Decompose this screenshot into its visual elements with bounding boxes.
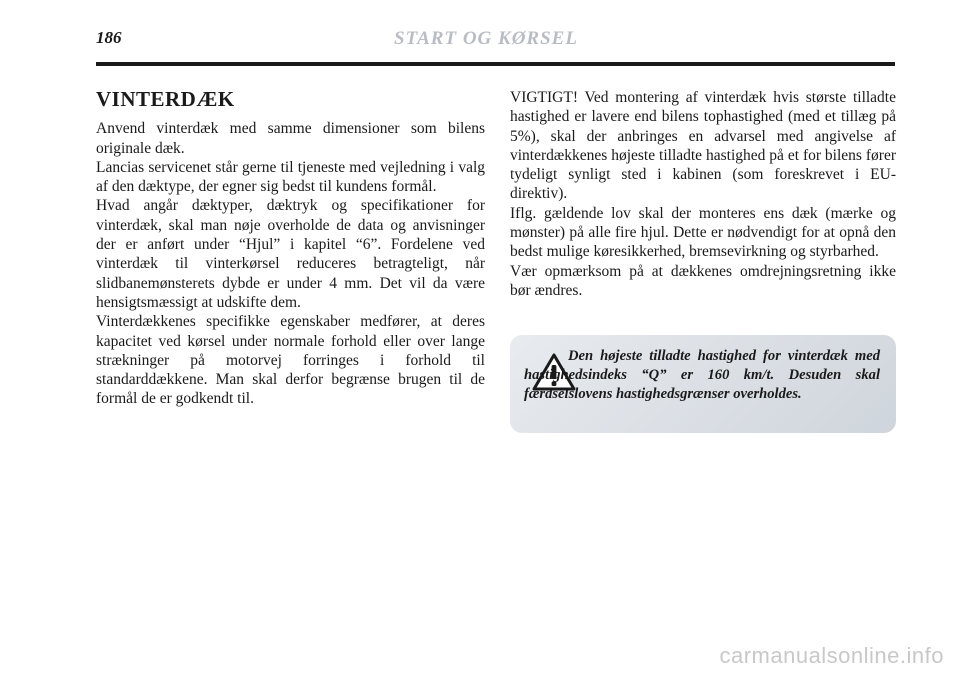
section-title: START OG KØRSEL [394,28,578,49]
paragraph: Vinterdækkenes specifikke egenskaber medfører, at deres kapacitet ved kørsel under normale forhold eller over lange strækninger på motorvej forringes i forhold til standarddækkene. Man skal derfor begrænse brugen til de formål de er godkendt til. [96,313,485,408]
paragraph: Vær opmærksom på at dækkenes omdrejningsretning ikke bør ændres. [510,262,896,299]
paragraph: Lancias servicenet står gerne til tjeneste med vejledning i valg af den dæktype, der egner sig bedst til kundens formål. [96,158,485,196]
header-rule [96,62,895,66]
paragraph: Anvend vinterdæk med samme dimensioner som bilens originale dæk. [96,120,485,157]
right-column [510,88,896,300]
warning-text: Den højeste tilladte hastighed for vinterdæk med hastighedsindeks “Q” er 160 km/t. Desuden skal færdselslovens hastighedsgrænser overholdes. [524,348,880,402]
left-column [96,86,485,409]
section-heading: VINTERDÆK [96,87,235,111]
paragraph: VIGTIGT! Ved montering af vinterdæk hvis største tilladte hastighed er lavere end bilens tophastighed (med et tillæg på 5%), skal der anbringes en advarsel med angivelse af vinterdækkenes højeste tilladte hastighed på et for bilens fører tydeligt synligt sted i kabinen (som foreskrevet i EU-direktiv). [510,89,896,203]
watermark: carmanualsonline.info [719,643,944,668]
page-number: 186 [96,28,122,47]
paragraph: Hvad angår dæktyper, dæktryk og specifikationer for vinterdæk, skal man nøje overholde de data og anvisninger der er anført under “Hjul” i kapitel “6”. Fordelene ved vinterdæk til vinterkørsel reduceres betragteligt, når slidbanemønsterets dybde er under 4 mm. Det vil da være hensigtsmæssigt at udskifte dem. [96,197,485,311]
paragraph: Iflg. gældende lov skal der monteres ens dæk (mærke og mønster) på alle fire hjul. Dette er nødvendigt for at opnå den bedst mulige køresikkerhed, bremsevirkning og styrbarhed. [510,204,896,261]
warning-box [510,335,896,433]
